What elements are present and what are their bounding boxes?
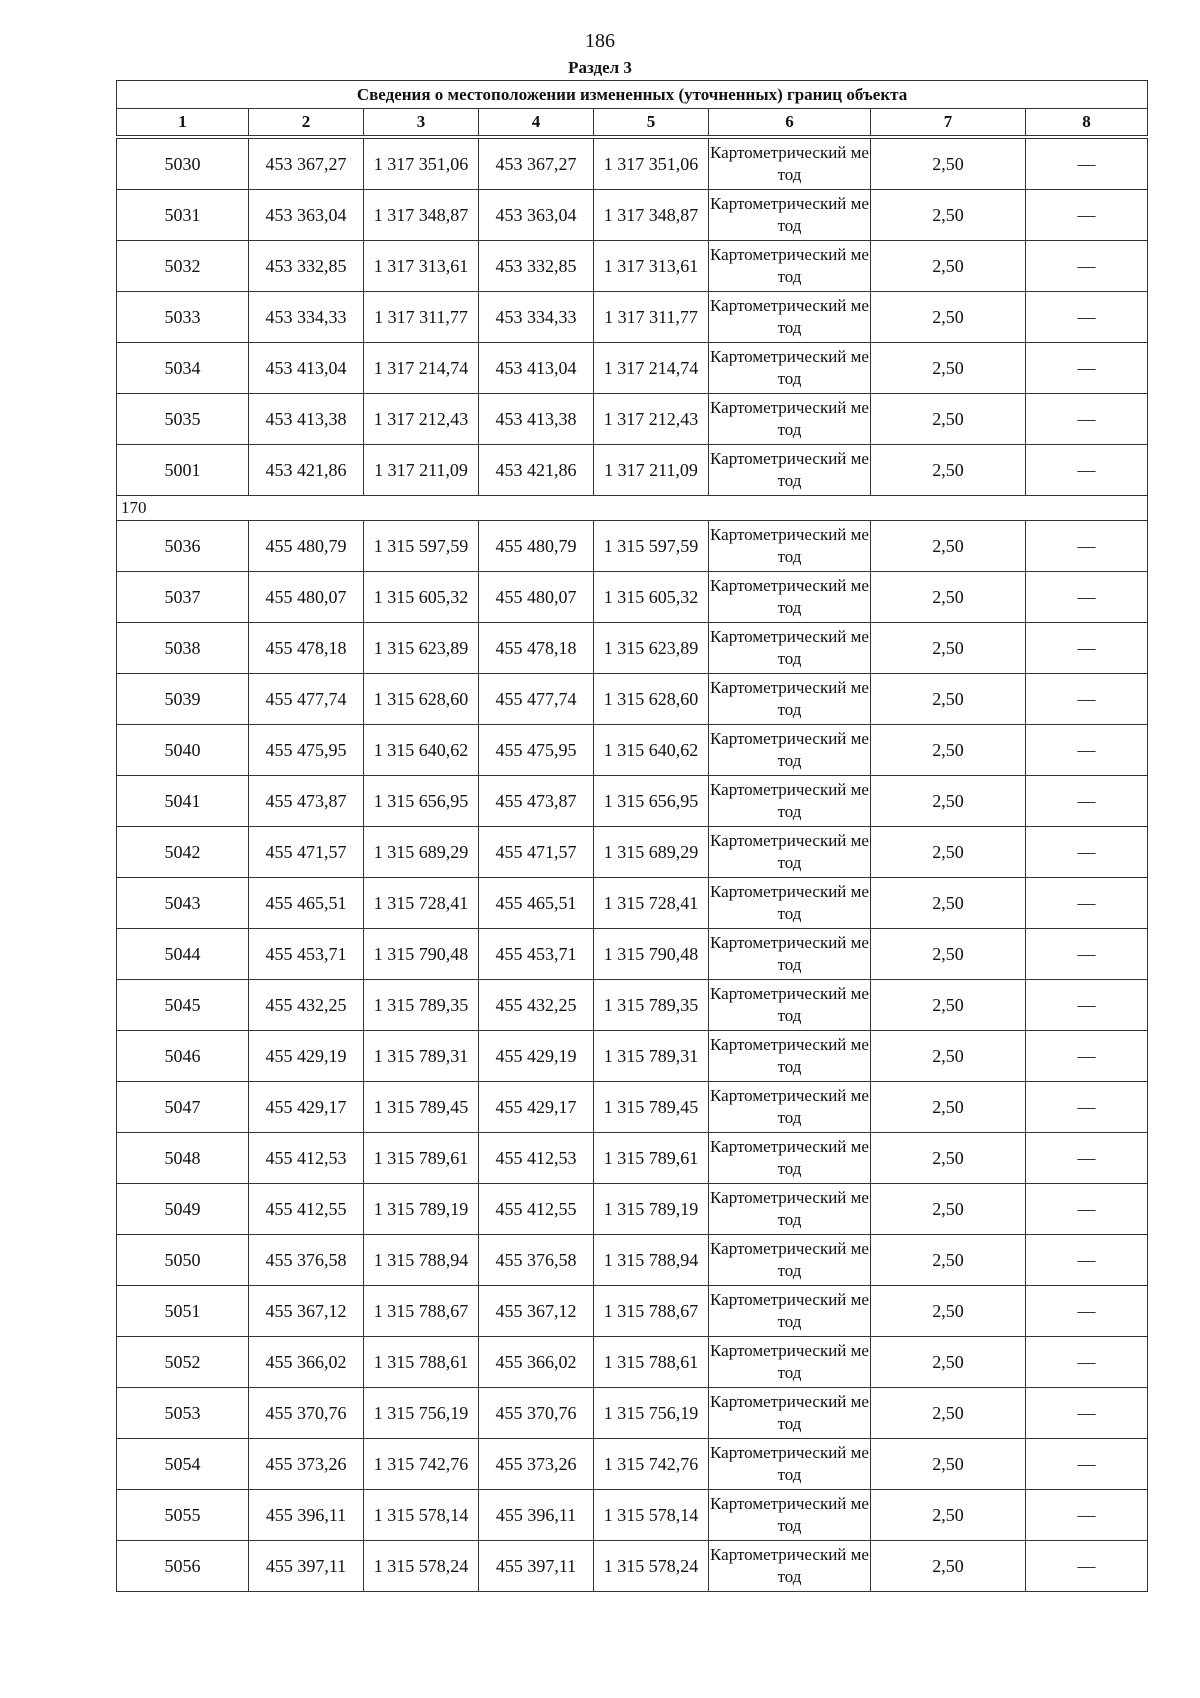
accuracy-cell: 2,50 <box>871 980 1026 1031</box>
method-cell: Картометрический метод <box>709 674 871 725</box>
table-row <box>117 827 1148 878</box>
y-new-coordinate-cell: 1 317 351,06 <box>594 139 709 190</box>
note-cell: — <box>1026 1541 1148 1592</box>
note-cell: — <box>1026 980 1148 1031</box>
method-cell: Картометрический метод <box>709 1082 871 1133</box>
x-new-coordinate-cell: 455 475,95 <box>479 725 594 776</box>
point-number-cell: 5040 <box>117 725 249 776</box>
x-new-coordinate-cell: 453 334,33 <box>479 292 594 343</box>
table-row <box>117 445 1148 496</box>
x-coordinate-cell: 455 366,02 <box>249 1337 364 1388</box>
y-coordinate-cell: 1 315 656,95 <box>364 776 479 827</box>
table-row <box>117 1337 1148 1388</box>
note-cell: — <box>1026 1490 1148 1541</box>
accuracy-cell: 2,50 <box>871 1133 1026 1184</box>
y-new-coordinate-cell: 1 315 728,41 <box>594 878 709 929</box>
point-number-cell: 5054 <box>117 1439 249 1490</box>
y-coordinate-cell: 1 315 597,59 <box>364 521 479 572</box>
x-new-coordinate-cell: 455 480,79 <box>479 521 594 572</box>
method-cell: Картометрический метод <box>709 1439 871 1490</box>
accuracy-cell: 2,50 <box>871 878 1026 929</box>
note-cell: — <box>1026 1082 1148 1133</box>
table-row <box>117 929 1148 980</box>
note-cell: — <box>1026 1184 1148 1235</box>
point-number-cell: 5043 <box>117 878 249 929</box>
method-cell: Картометрический метод <box>709 521 871 572</box>
y-coordinate-cell: 1 317 313,61 <box>364 241 479 292</box>
y-coordinate-cell: 1 315 788,94 <box>364 1235 479 1286</box>
x-new-coordinate-cell: 455 453,71 <box>479 929 594 980</box>
note-cell: — <box>1026 139 1148 190</box>
accuracy-cell: 2,50 <box>871 1388 1026 1439</box>
x-coordinate-cell: 455 412,55 <box>249 1184 364 1235</box>
method-cell: Картометрический метод <box>709 623 871 674</box>
method-cell: Картометрический метод <box>709 827 871 878</box>
y-new-coordinate-cell: 1 315 578,14 <box>594 1490 709 1541</box>
x-new-coordinate-cell: 455 370,76 <box>479 1388 594 1439</box>
method-cell: Картометрический метод <box>709 343 871 394</box>
x-new-coordinate-cell: 455 396,11 <box>479 1490 594 1541</box>
x-coordinate-cell: 455 480,79 <box>249 521 364 572</box>
x-coordinate-cell: 455 471,57 <box>249 827 364 878</box>
accuracy-cell: 2,50 <box>871 394 1026 445</box>
method-cell: Картометрический метод <box>709 1388 871 1439</box>
point-number-cell: 5036 <box>117 521 249 572</box>
method-cell: Картометрический метод <box>709 241 871 292</box>
y-coordinate-cell: 1 315 628,60 <box>364 674 479 725</box>
table-row <box>117 292 1148 343</box>
point-number-cell: 5044 <box>117 929 249 980</box>
x-coordinate-cell: 455 453,71 <box>249 929 364 980</box>
x-new-coordinate-cell: 455 366,02 <box>479 1337 594 1388</box>
x-new-coordinate-cell: 455 432,25 <box>479 980 594 1031</box>
y-new-coordinate-cell: 1 315 789,19 <box>594 1184 709 1235</box>
column-number: 6 <box>709 109 871 136</box>
column-number: 8 <box>1026 109 1148 136</box>
table-row <box>117 241 1148 292</box>
y-new-coordinate-cell: 1 315 788,94 <box>594 1235 709 1286</box>
y-new-coordinate-cell: 1 315 578,24 <box>594 1541 709 1592</box>
point-number-cell: 5034 <box>117 343 249 394</box>
table-row <box>117 1031 1148 1082</box>
accuracy-cell: 2,50 <box>871 725 1026 776</box>
point-number-cell: 5001 <box>117 445 249 496</box>
note-cell: — <box>1026 190 1148 241</box>
point-number-cell: 5037 <box>117 572 249 623</box>
note-cell: — <box>1026 827 1148 878</box>
x-coordinate-cell: 455 376,58 <box>249 1235 364 1286</box>
x-coordinate-cell: 455 370,76 <box>249 1388 364 1439</box>
table-row <box>117 1235 1148 1286</box>
accuracy-cell: 2,50 <box>871 1439 1026 1490</box>
method-cell: Картометрический метод <box>709 1031 871 1082</box>
y-coordinate-cell: 1 315 789,31 <box>364 1031 479 1082</box>
x-new-coordinate-cell: 455 412,55 <box>479 1184 594 1235</box>
accuracy-cell: 2,50 <box>871 572 1026 623</box>
point-number-cell: 5050 <box>117 1235 249 1286</box>
accuracy-cell: 2,50 <box>871 190 1026 241</box>
y-coordinate-cell: 1 315 728,41 <box>364 878 479 929</box>
y-coordinate-cell: 1 315 578,14 <box>364 1490 479 1541</box>
y-new-coordinate-cell: 1 315 789,35 <box>594 980 709 1031</box>
method-cell: Картометрический метод <box>709 1133 871 1184</box>
section-title: Раздел 3 <box>568 58 632 77</box>
column-number: 4 <box>479 109 594 136</box>
y-coordinate-cell: 1 315 689,29 <box>364 827 479 878</box>
method-cell: Картометрический метод <box>709 572 871 623</box>
note-cell: — <box>1026 394 1148 445</box>
table-row <box>117 1286 1148 1337</box>
x-new-coordinate-cell: 455 376,58 <box>479 1235 594 1286</box>
table-row <box>117 1490 1148 1541</box>
y-coordinate-cell: 1 317 211,09 <box>364 445 479 496</box>
x-new-coordinate-cell: 453 332,85 <box>479 241 594 292</box>
y-new-coordinate-cell: 1 315 756,19 <box>594 1388 709 1439</box>
x-coordinate-cell: 453 421,86 <box>249 445 364 496</box>
y-coordinate-cell: 1 315 789,61 <box>364 1133 479 1184</box>
accuracy-cell: 2,50 <box>871 674 1026 725</box>
accuracy-cell: 2,50 <box>871 445 1026 496</box>
note-cell: — <box>1026 725 1148 776</box>
table-row <box>117 623 1148 674</box>
x-new-coordinate-cell: 453 413,04 <box>479 343 594 394</box>
x-coordinate-cell: 455 429,17 <box>249 1082 364 1133</box>
accuracy-cell: 2,50 <box>871 1184 1026 1235</box>
column-number-row <box>117 109 1148 136</box>
y-new-coordinate-cell: 1 315 628,60 <box>594 674 709 725</box>
x-coordinate-cell: 455 465,51 <box>249 878 364 929</box>
method-cell: Картометрический метод <box>709 1286 871 1337</box>
accuracy-cell: 2,50 <box>871 343 1026 394</box>
method-cell: Картометрический метод <box>709 190 871 241</box>
y-new-coordinate-cell: 1 317 348,87 <box>594 190 709 241</box>
y-coordinate-cell: 1 315 756,19 <box>364 1388 479 1439</box>
note-cell: — <box>1026 1031 1148 1082</box>
group-label-row <box>117 496 1148 521</box>
y-new-coordinate-cell: 1 315 788,67 <box>594 1286 709 1337</box>
table-row <box>117 1133 1148 1184</box>
table-row <box>117 1439 1148 1490</box>
note-cell: — <box>1026 572 1148 623</box>
method-cell: Картометрический метод <box>709 445 871 496</box>
table-row <box>117 394 1148 445</box>
method-cell: Картометрический метод <box>709 292 871 343</box>
y-coordinate-cell: 1 315 742,76 <box>364 1439 479 1490</box>
accuracy-cell: 2,50 <box>871 1490 1026 1541</box>
method-cell: Картометрический метод <box>709 725 871 776</box>
method-cell: Картометрический метод <box>709 878 871 929</box>
point-number-cell: 5053 <box>117 1388 249 1439</box>
table-row <box>117 343 1148 394</box>
point-number-cell: 5033 <box>117 292 249 343</box>
note-cell: — <box>1026 521 1148 572</box>
x-coordinate-cell: 455 480,07 <box>249 572 364 623</box>
table-row <box>117 878 1148 929</box>
accuracy-cell: 2,50 <box>871 1337 1026 1388</box>
accuracy-cell: 2,50 <box>871 521 1026 572</box>
method-cell: Картометрический метод <box>709 1490 871 1541</box>
table-row <box>117 572 1148 623</box>
method-cell: Картометрический метод <box>709 1541 871 1592</box>
accuracy-cell: 2,50 <box>871 1286 1026 1337</box>
y-coordinate-cell: 1 315 578,24 <box>364 1541 479 1592</box>
x-new-coordinate-cell: 453 413,38 <box>479 394 594 445</box>
column-number: 2 <box>249 109 364 136</box>
point-number-cell: 5032 <box>117 241 249 292</box>
y-new-coordinate-cell: 1 315 689,29 <box>594 827 709 878</box>
table-title-row <box>117 81 1148 109</box>
table-body <box>117 139 1148 1592</box>
y-new-coordinate-cell: 1 315 742,76 <box>594 1439 709 1490</box>
table-row <box>117 139 1148 190</box>
x-new-coordinate-cell: 455 473,87 <box>479 776 594 827</box>
y-coordinate-cell: 1 317 214,74 <box>364 343 479 394</box>
y-coordinate-cell: 1 317 351,06 <box>364 139 479 190</box>
point-number-cell: 5055 <box>117 1490 249 1541</box>
x-coordinate-cell: 455 475,95 <box>249 725 364 776</box>
y-coordinate-cell: 1 315 790,48 <box>364 929 479 980</box>
x-new-coordinate-cell: 455 397,11 <box>479 1541 594 1592</box>
accuracy-cell: 2,50 <box>871 827 1026 878</box>
point-number-cell: 5047 <box>117 1082 249 1133</box>
point-number-cell: 5039 <box>117 674 249 725</box>
y-new-coordinate-cell: 1 317 212,43 <box>594 394 709 445</box>
note-cell: — <box>1026 1439 1148 1490</box>
x-new-coordinate-cell: 455 429,19 <box>479 1031 594 1082</box>
accuracy-cell: 2,50 <box>871 623 1026 674</box>
x-new-coordinate-cell: 455 478,18 <box>479 623 594 674</box>
note-cell: — <box>1026 292 1148 343</box>
note-cell: — <box>1026 776 1148 827</box>
x-new-coordinate-cell: 453 367,27 <box>479 139 594 190</box>
y-new-coordinate-cell: 1 315 623,89 <box>594 623 709 674</box>
y-new-coordinate-cell: 1 317 214,74 <box>594 343 709 394</box>
accuracy-cell: 2,50 <box>871 1031 1026 1082</box>
accuracy-cell: 2,50 <box>871 776 1026 827</box>
x-new-coordinate-cell: 455 373,26 <box>479 1439 594 1490</box>
x-new-coordinate-cell: 455 367,12 <box>479 1286 594 1337</box>
accuracy-cell: 2,50 <box>871 292 1026 343</box>
note-cell: — <box>1026 1235 1148 1286</box>
x-coordinate-cell: 455 432,25 <box>249 980 364 1031</box>
point-number-cell: 5046 <box>117 1031 249 1082</box>
y-new-coordinate-cell: 1 315 656,95 <box>594 776 709 827</box>
x-coordinate-cell: 453 363,04 <box>249 190 364 241</box>
y-coordinate-cell: 1 315 640,62 <box>364 725 479 776</box>
x-new-coordinate-cell: 455 465,51 <box>479 878 594 929</box>
accuracy-cell: 2,50 <box>871 1235 1026 1286</box>
table-row <box>117 1082 1148 1133</box>
table-title: Сведения о местоположении измененных (уточненных) границ объекта <box>117 81 1148 109</box>
table-row <box>117 521 1148 572</box>
accuracy-cell: 2,50 <box>871 1082 1026 1133</box>
y-new-coordinate-cell: 1 315 640,62 <box>594 725 709 776</box>
point-number-cell: 5042 <box>117 827 249 878</box>
y-coordinate-cell: 1 315 788,67 <box>364 1286 479 1337</box>
y-coordinate-cell: 1 317 311,77 <box>364 292 479 343</box>
y-new-coordinate-cell: 1 317 211,09 <box>594 445 709 496</box>
point-number-cell: 5045 <box>117 980 249 1031</box>
y-new-coordinate-cell: 1 315 790,48 <box>594 929 709 980</box>
method-cell: Картометрический метод <box>709 929 871 980</box>
note-cell: — <box>1026 623 1148 674</box>
point-number-cell: 5030 <box>117 139 249 190</box>
y-coordinate-cell: 1 317 348,87 <box>364 190 479 241</box>
y-new-coordinate-cell: 1 315 605,32 <box>594 572 709 623</box>
point-number-cell: 5051 <box>117 1286 249 1337</box>
y-coordinate-cell: 1 317 212,43 <box>364 394 479 445</box>
y-new-coordinate-cell: 1 315 788,61 <box>594 1337 709 1388</box>
point-number-cell: 5038 <box>117 623 249 674</box>
note-cell: — <box>1026 1388 1148 1439</box>
x-new-coordinate-cell: 455 480,07 <box>479 572 594 623</box>
x-coordinate-cell: 453 413,38 <box>249 394 364 445</box>
accuracy-cell: 2,50 <box>871 139 1026 190</box>
method-cell: Картометрический метод <box>709 394 871 445</box>
column-number: 7 <box>871 109 1026 136</box>
note-cell: — <box>1026 343 1148 394</box>
y-coordinate-cell: 1 315 788,61 <box>364 1337 479 1388</box>
accuracy-cell: 2,50 <box>871 929 1026 980</box>
table-row <box>117 725 1148 776</box>
table-row <box>117 190 1148 241</box>
x-coordinate-cell: 455 477,74 <box>249 674 364 725</box>
note-cell: — <box>1026 1133 1148 1184</box>
point-number-cell: 5035 <box>117 394 249 445</box>
y-new-coordinate-cell: 1 317 311,77 <box>594 292 709 343</box>
point-number-cell: 5049 <box>117 1184 249 1235</box>
y-coordinate-cell: 1 315 789,45 <box>364 1082 479 1133</box>
method-cell: Картометрический метод <box>709 776 871 827</box>
table-row <box>117 674 1148 725</box>
x-coordinate-cell: 455 397,11 <box>249 1541 364 1592</box>
x-coordinate-cell: 453 334,33 <box>249 292 364 343</box>
x-new-coordinate-cell: 455 412,53 <box>479 1133 594 1184</box>
note-cell: — <box>1026 929 1148 980</box>
point-number-cell: 5048 <box>117 1133 249 1184</box>
note-cell: — <box>1026 1286 1148 1337</box>
x-coordinate-cell: 455 478,18 <box>249 623 364 674</box>
y-new-coordinate-cell: 1 315 597,59 <box>594 521 709 572</box>
note-cell: — <box>1026 878 1148 929</box>
x-coordinate-cell: 455 396,11 <box>249 1490 364 1541</box>
point-number-cell: 5052 <box>117 1337 249 1388</box>
note-cell: — <box>1026 674 1148 725</box>
method-cell: Картометрический метод <box>709 1235 871 1286</box>
x-coordinate-cell: 453 332,85 <box>249 241 364 292</box>
method-cell: Картометрический метод <box>709 1184 871 1235</box>
accuracy-cell: 2,50 <box>871 241 1026 292</box>
coordinates-table <box>116 80 1148 1592</box>
x-new-coordinate-cell: 453 421,86 <box>479 445 594 496</box>
column-number: 1 <box>117 109 249 136</box>
table-row <box>117 980 1148 1031</box>
x-new-coordinate-cell: 455 471,57 <box>479 827 594 878</box>
column-number: 5 <box>594 109 709 136</box>
method-cell: Картометрический метод <box>709 1337 871 1388</box>
y-coordinate-cell: 1 315 789,35 <box>364 980 479 1031</box>
y-new-coordinate-cell: 1 315 789,31 <box>594 1031 709 1082</box>
page-number: 186 <box>585 30 615 52</box>
table-row <box>117 1541 1148 1592</box>
point-number-cell: 5041 <box>117 776 249 827</box>
note-cell: — <box>1026 1337 1148 1388</box>
method-cell: Картометрический метод <box>709 139 871 190</box>
note-cell: — <box>1026 445 1148 496</box>
y-coordinate-cell: 1 315 789,19 <box>364 1184 479 1235</box>
point-number-cell: 5056 <box>117 1541 249 1592</box>
x-new-coordinate-cell: 453 363,04 <box>479 190 594 241</box>
table-row <box>117 1388 1148 1439</box>
column-number: 3 <box>364 109 479 136</box>
y-new-coordinate-cell: 1 317 313,61 <box>594 241 709 292</box>
note-cell: — <box>1026 241 1148 292</box>
x-coordinate-cell: 453 413,04 <box>249 343 364 394</box>
y-new-coordinate-cell: 1 315 789,61 <box>594 1133 709 1184</box>
group-label: 170 <box>117 496 1148 521</box>
method-cell: Картометрический метод <box>709 980 871 1031</box>
x-coordinate-cell: 455 373,26 <box>249 1439 364 1490</box>
y-new-coordinate-cell: 1 315 789,45 <box>594 1082 709 1133</box>
y-coordinate-cell: 1 315 623,89 <box>364 623 479 674</box>
accuracy-cell: 2,50 <box>871 1541 1026 1592</box>
x-coordinate-cell: 455 473,87 <box>249 776 364 827</box>
table-row <box>117 1184 1148 1235</box>
y-coordinate-cell: 1 315 605,32 <box>364 572 479 623</box>
x-coordinate-cell: 455 367,12 <box>249 1286 364 1337</box>
x-coordinate-cell: 455 429,19 <box>249 1031 364 1082</box>
x-coordinate-cell: 455 412,53 <box>249 1133 364 1184</box>
x-new-coordinate-cell: 455 429,17 <box>479 1082 594 1133</box>
table-row <box>117 776 1148 827</box>
x-coordinate-cell: 453 367,27 <box>249 139 364 190</box>
point-number-cell: 5031 <box>117 190 249 241</box>
x-new-coordinate-cell: 455 477,74 <box>479 674 594 725</box>
